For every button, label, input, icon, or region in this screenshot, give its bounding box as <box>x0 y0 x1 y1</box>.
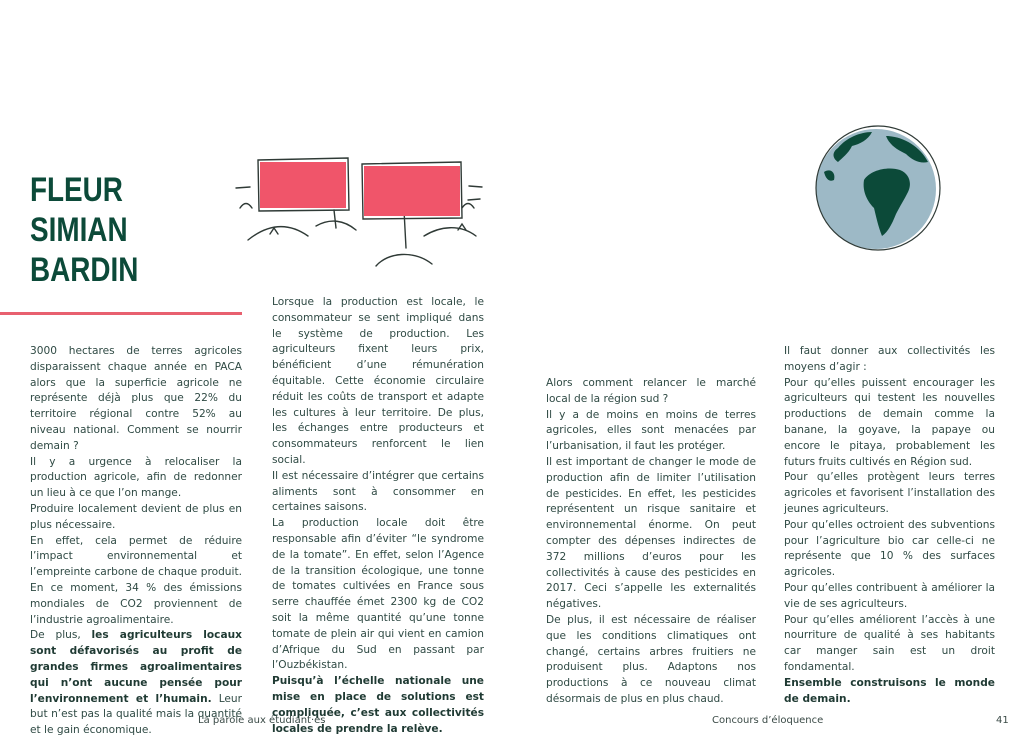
footer-left: La parole aux étudiant·es <box>198 715 326 726</box>
author-name-line: FLEUR <box>30 171 123 209</box>
footer-center: Concours d’éloquence <box>712 715 824 726</box>
paragraph: Il est important de changer le mode de production afin de limiter l’utilisation de pesticides. En effet, les pesticides représentent un risque sanitaire et environnemental énorme. On peut compter des dépenses indirectes de 372 millions d’euros pour les collectivités à cause des pesticides en 2017. Ceci s’appelle les externalités négatives. <box>546 455 756 611</box>
paragraph: 3000 hectares de terres agricoles disparaissent chaque année en PACA alors que la superficie agricole ne représente déjà plus que 22% du territoire régional contre 52% au niveau national. Comment se nourrir demain ? <box>30 345 242 452</box>
author-name <box>30 170 138 290</box>
author-name-line: SIMIAN <box>30 211 128 249</box>
author-name-line: BARDIN <box>30 251 139 289</box>
bold-text: les agriculteurs locaux sont défavorisés au profit de grandes firmes agroalimentaires qui n’ont aucune pensée pour l’environnement et l’humain. <box>30 629 242 705</box>
paragraph: Pour qu’elles octroient des subventions pour l’agriculture bio car celle-ci ne représente que 10 % des surfaces agricoles. <box>784 518 995 579</box>
paragraph: Il y a de moins en moins de terres agricoles, elles sont menacées par l’urbanisation, il faut les protéger. <box>546 408 756 453</box>
paragraph: Pour qu’elles contribuent à améliorer la vie de ses agriculteurs. <box>784 581 995 610</box>
bold-text: Ensemble construisons le monde de demain. <box>784 676 995 705</box>
paragraph: Il faut donner aux collectivités les moyens d’agir : <box>784 345 995 373</box>
page-number: 41 <box>996 715 1009 726</box>
paragraph: Pour qu’elles améliorent l’accès à une nourriture de qualité à ses habitants car manger sain est un droit fondamental. <box>784 613 995 673</box>
text-column-2 <box>272 295 484 737</box>
globe-icon <box>808 122 944 256</box>
billboard-signs-icon <box>228 150 490 270</box>
paragraph: La production locale doit être responsable afin d’éviter “le syndrome de la tomate”. En effet, selon l’Agence de la transition écologique, une tonne de tomates cultivées en France sous serre chauffée émet 2300 kg de CO2 soit la même quantité qu’une tonne tomate de plein air qui vient en camion d’Afrique du Sud en passant par l’Ouzbékistan. <box>272 517 484 672</box>
paragraph: Lorsque la production est locale, le consommateur se sent impliqué dans le système de production. Les agriculteurs fixent leurs prix, bénéficient d’une rémunération équitable. Cette économie circulaire réduit les coûts de transport et adapte les cultures à leur territoire. De plus, les échanges entre producteurs et consommateurs renforcent le lien social. <box>272 296 484 466</box>
paragraph-text: De plus, <box>30 629 92 642</box>
paragraph-text: Leur but n’est pas la qualité mais la quantité et le gain économique. <box>30 692 242 737</box>
paragraph <box>272 674 484 737</box>
bold-text: Puisqu’à l’échelle nationale une mise en place de solutions est compliquée, c’est aux collectivités locales de prendre la relève. <box>272 675 484 735</box>
paragraph: De plus, il est nécessaire de réaliser que les conditions climatiques ont changé, certains arbres fruitiers ne produisent plus. Adaptons nos productions à ce nouveau climat désormais de plus en plus chaud. <box>546 613 756 705</box>
text-column-1 <box>30 344 242 739</box>
paragraph: Il est nécessaire d’intégrer que certains aliments sont à consommer en certaines saisons. <box>272 469 484 514</box>
paragraph <box>784 676 995 708</box>
text-column-4 <box>784 344 995 707</box>
accent-rule <box>0 312 242 315</box>
paragraph: Il y a urgence à relocaliser la production agricole, afin de redonner un lieu à ce que l’on mange. <box>30 455 242 500</box>
paragraph: Pour qu’elles protègent leurs terres agricoles et favorisent l’installation des jeunes agriculteurs. <box>784 471 995 515</box>
text-column-3 <box>546 376 756 708</box>
paragraph: Produire localement devient de plus en plus nécessaire. <box>30 502 242 531</box>
paragraph: Alors comment relancer le marché local de la région sud ? <box>546 377 756 405</box>
paragraph: Pour qu’elles puissent encourager les agriculteurs qui testent les nouvelles productions de demain comme la banane, la goyave, la papaye ou encore le pitaya, probablement les futurs fruits cultivés en Région sud. <box>784 376 995 468</box>
paragraph: En effet, cela permet de réduire l’impact environnemental et l’empreinte carbone de chaque produit. En ce moment, 34 % des émissions mondiales de CO2 proviennent de l’industrie agroalimentaire. <box>30 534 242 626</box>
